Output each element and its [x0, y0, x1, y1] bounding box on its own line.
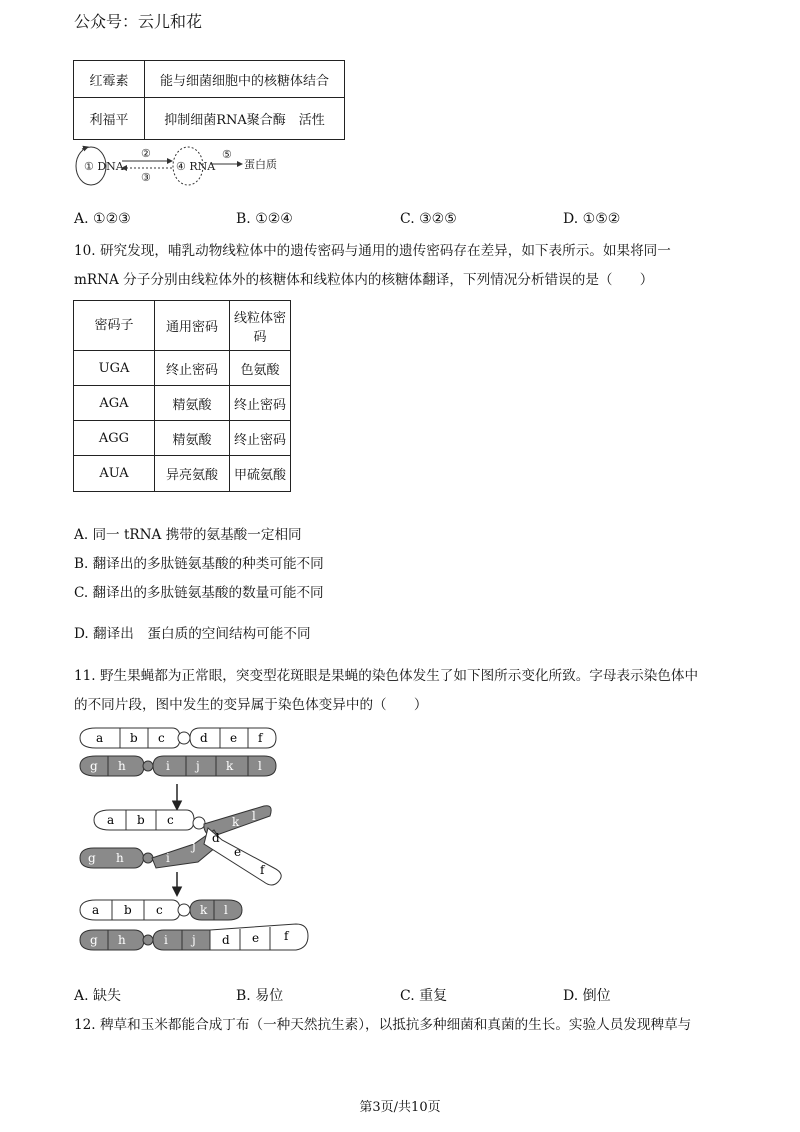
q10-cell: 终止密码	[230, 421, 291, 456]
chromosomes-crossing	[80, 806, 281, 885]
segment-i: i	[166, 851, 170, 865]
chromosome-translocation-diagram	[74, 724, 314, 960]
q10-cell: UGA	[74, 351, 155, 386]
q9-cell: 利福平	[74, 98, 145, 140]
segment-j: j	[196, 759, 200, 773]
q9-option-c[interactable]: C. ③②⑤	[400, 211, 457, 227]
q10-cell: AGG	[74, 421, 155, 456]
q10-stem-line2: mRNA 分子分别由线粒体外的核糖体和线粒体内的核糖体翻译，下列情况分析错误的是（ ）	[74, 272, 654, 288]
chromosome-gray-result	[80, 924, 308, 950]
q9-option-b[interactable]: B. ①②④	[236, 211, 293, 227]
q10-option-d[interactable]: D. 翻译出 蛋白质的空间结构可能不同	[74, 626, 311, 642]
central-dogma-diagram	[70, 144, 290, 188]
q10-option-c[interactable]: C. 翻译出的多肽链氨基酸的数量可能不同	[74, 585, 324, 601]
chromosome-white-original	[80, 728, 276, 748]
segment-e: e	[252, 931, 260, 945]
q10-header-cell: 通用密码	[155, 301, 230, 351]
segment-l: l	[224, 903, 228, 917]
segment-i: i	[164, 933, 168, 947]
chromosome-gray-original	[80, 756, 276, 776]
q10-cell: 终止密码	[230, 386, 291, 421]
segment-h: h	[116, 851, 124, 865]
protein-label: 蛋白质	[244, 158, 277, 171]
q11-stem-line1: 11. 野生果蝇都为正常眼，突变型花斑眼是果蝇的染色体发生了如下图所示变化所致。字母表示染色体中	[74, 668, 699, 684]
segment-c: c	[156, 903, 163, 917]
segment-a: a	[96, 731, 104, 745]
q10-header-cell: 线粒体密码	[230, 301, 291, 351]
q9-cell: 抑制细菌RNA聚合酶 活性	[145, 98, 345, 140]
q10-cell: 精氨酸	[155, 421, 230, 456]
segment-k: k	[200, 903, 208, 917]
segment-f: f	[258, 731, 263, 745]
step5-label: ⑤	[222, 148, 232, 161]
q9-cell: 红霉素	[74, 61, 145, 98]
segment-k: k	[226, 759, 234, 773]
segment-g: g	[90, 933, 98, 947]
segment-f: f	[260, 863, 265, 877]
segment-c: c	[167, 813, 174, 827]
segment-j: j	[192, 839, 196, 853]
chromosome-white-result	[80, 900, 242, 920]
header-text: 公众号：云儿和花	[74, 12, 203, 31]
segment-b: b	[130, 731, 138, 745]
q10-header-cell: 密码子	[74, 301, 155, 351]
q11-stem-line2: 的不同片段，图中发生的变异属于染色体变异中的（ ）	[74, 697, 428, 713]
segment-l: l	[258, 759, 262, 773]
page-number: 第3页/共10页	[359, 1100, 441, 1115]
q9-cell: 能与细菌细胞中的核糖体结合	[145, 61, 345, 98]
segment-k: k	[232, 815, 240, 829]
segment-b: b	[137, 813, 145, 827]
step2-label: ②	[141, 147, 151, 160]
segment-h: h	[118, 933, 126, 947]
q9-table	[73, 60, 345, 140]
q10-option-a[interactable]: A. 同一 tRNA 携带的氨基酸一定相同	[74, 527, 302, 543]
segment-f: f	[284, 929, 289, 943]
segment-l: l	[252, 809, 256, 823]
dna-label: ① DNA	[84, 160, 124, 173]
q10-option-b[interactable]: B. 翻译出的多肽链氨基酸的种类可能不同	[74, 556, 324, 572]
segment-i: i	[166, 759, 170, 773]
segment-j: j	[192, 933, 196, 947]
step3-label: ③	[141, 171, 151, 184]
segment-d: d	[200, 731, 208, 745]
q11-option-d[interactable]: D. 倒位	[563, 988, 611, 1004]
q9-option-d[interactable]: D. ①⑤②	[563, 211, 621, 227]
q10-stem-line1: 10. 研究发现，哺乳动物线粒体中的遗传密码与通用的遗传密码存在差异，如下表所示。如果将同一	[74, 243, 671, 259]
segment-g: g	[90, 759, 98, 773]
q10-cell: 甲硫氨酸	[230, 456, 291, 492]
q9-option-a[interactable]: A. ①②③	[74, 211, 131, 227]
q10-cell: AUA	[74, 456, 155, 492]
segment-d: d	[212, 831, 220, 845]
segment-g: g	[88, 851, 96, 865]
segment-e: e	[230, 731, 238, 745]
segment-h: h	[118, 759, 126, 773]
rna-label: ④ RNA	[176, 160, 216, 173]
segment-b: b	[124, 903, 132, 917]
q11-option-c[interactable]: C. 重复	[400, 988, 448, 1004]
q10-cell: 异亮氨酸	[155, 456, 230, 492]
q11-option-b[interactable]: B. 易位	[236, 988, 284, 1004]
q10-table	[73, 300, 291, 492]
q11-option-a[interactable]: A. 缺失	[74, 988, 122, 1004]
q10-cell: 精氨酸	[155, 386, 230, 421]
q10-cell: 色氨酸	[230, 351, 291, 386]
q10-cell: 终止密码	[155, 351, 230, 386]
segment-c: c	[158, 731, 165, 745]
segment-a: a	[107, 813, 115, 827]
q12-stem-line1: 12. 稗草和玉米都能合成丁布（一种天然抗生素），以抵抗多种细菌和真菌的生长。实验人员发现稗草与	[74, 1017, 692, 1033]
segment-d: d	[222, 933, 230, 947]
q10-cell: AGA	[74, 386, 155, 421]
segment-a: a	[92, 903, 100, 917]
segment-e: e	[234, 845, 242, 859]
